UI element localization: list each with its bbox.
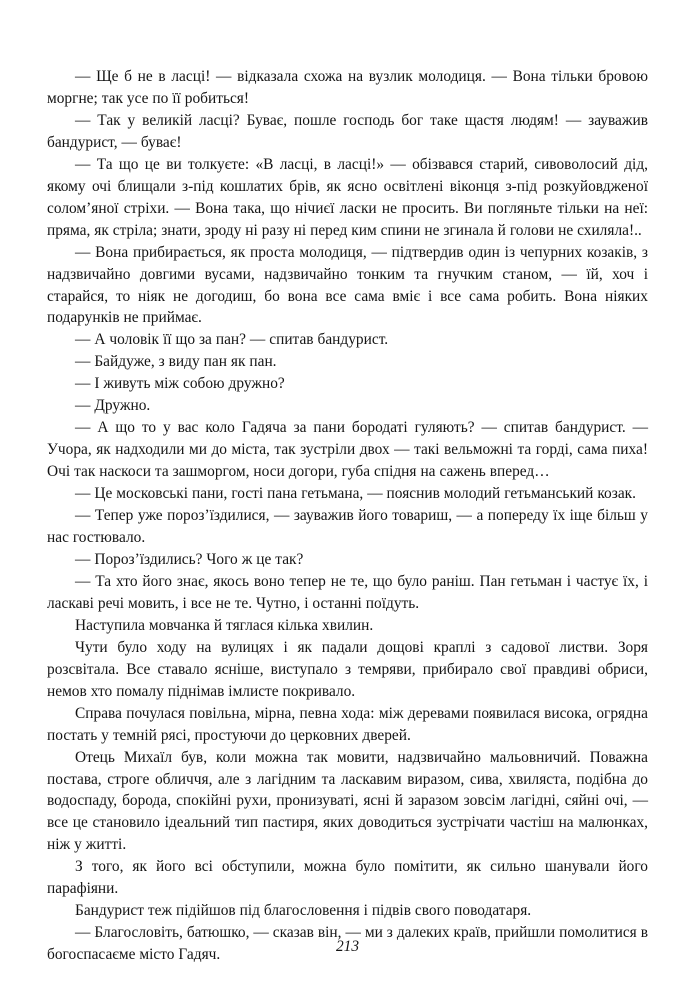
paragraph: — Ще б не в ласці! — відказала схожа на вузлик молодиця. — Вона тільки бровою моргне; так усе по її робиться! xyxy=(47,68,648,107)
paragraph: — Та хто його знає, якось воно тепер не те, що було раніш. Пан гетьман і частує їх, і ласкаві речі мовить, і все не те. Чутно, і останні поїдуть. xyxy=(47,572,648,612)
paragraph: З того, як його всі обступили, можна було помітити, як сильно шанували його парафіяни. xyxy=(47,858,648,898)
paragraph: Чути було ходу на вулицях і як падали дощові краплі з садової листви. Зоря розсвітала. Все ставало ясніше, виступало з темряви, прибирало свої правдиві обриси, немов хто помалу піднімав імлисте покривало. xyxy=(47,638,648,700)
page-number: 213 xyxy=(335,938,360,955)
paragraph: — Так у великій ласці? Буває, пошле господь бог таке щастя людям! — зауважив бандурист, — буває! xyxy=(47,111,648,151)
paragraph: — Це московські пани, гості пана гетьмана, — пояснив молодий гетьманський козак. xyxy=(75,485,636,503)
paragraph: — А чоловік її що за пан? — спитав бандурист. xyxy=(75,331,389,349)
paragraph: — Вона прибирається, як проста молодиця, — підтвердив один із чепурних козаків, з надзвичайно довгими вусами, надзвичайно тонким та гнучким станом, — їй, хоч і старайся, то ніяк не догодиш, бо вона все сама вміє і все сама робить. Вона ніяких подарунків не приймає. xyxy=(47,243,648,327)
paragraph: Наступила мовчанка й тяглася кілька хвилин. xyxy=(75,616,374,634)
paragraph: Справа почулася повільна, мірна, певна хода: між деревами появилася висока, огрядна постать у темній рясі, простуючи до церковних дверей. xyxy=(47,704,648,744)
paragraph: Бандурист теж підійшов під благословення і підвів свого поводатаря. xyxy=(75,902,532,920)
paragraph: — Та що це ви толкуєте: «В ласці, в ласці!» — обізвався старий, сивоволосий дід, якому очі блищали з-під кошлатих брів, як ясно освітлені віконця з-під розкуйовдженої солом’яної стріхи. — Вона така, що нічиєї ласки не просить. Ви погляньте тільки на неї: пряма, як стріла; знати, зроду ні разу ні перед ким спини не згинала й голови не схиляла!.. xyxy=(47,155,648,239)
page-body-text xyxy=(47,66,648,966)
paragraph: — І живуть між собою дружно? xyxy=(75,375,285,393)
paragraph: — Пороз’їздились? Чого ж це так? xyxy=(75,550,304,568)
paragraph: Отець Михаїл був, коли можна так мовити, надзвичайно мальовничий. Поважна постава, строге обличчя, але з лагідним та ласкавим виразом, сива, хвиляста, подібна до водоспаду, борода, спокійні рухи, пронизуваті, ясні й заразом зовсім лагідні, сяйні очі, — все це становило ідеальний тип пастиря, яких доводиться зустрічати частіш на малюнках, ніж у житті. xyxy=(47,748,648,854)
paragraph: — Байдуже, з виду пан як пан. xyxy=(75,353,277,371)
paragraph: — А що то у вас коло Гадяча за пани бородаті гуляють? — спитав бандурист. — Учора, як надходили ми до міста, так зустріли двох — такі вельможні та горді, сама пиха! Очі так наскоси та зашморгом, носи догори, губа спідня на сажень вперед… xyxy=(47,419,648,481)
paragraph: — Дружно. xyxy=(75,397,151,415)
paragraph: — Благословіть, батюшко, — сказав він, — ми з далеких країв, прийшли помолитися в богоспасаєме місто Гадяч. xyxy=(47,924,648,964)
paragraph: — Тепер уже пороз’їздилися, — зауважив його товариш, — а попереду їх іще більш у нас гостювало. xyxy=(47,507,648,547)
